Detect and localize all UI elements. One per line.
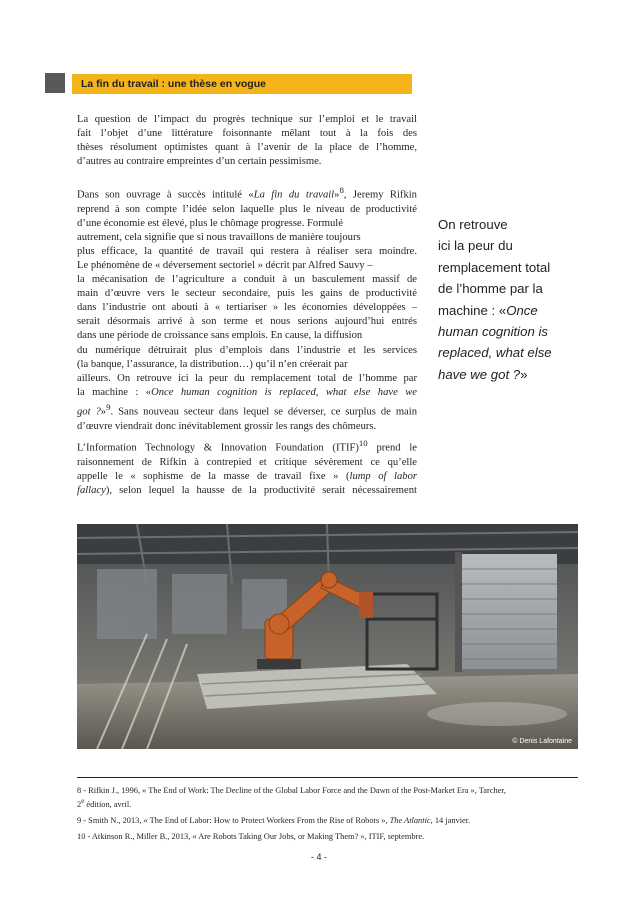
quote-line: replaced, what else [438, 345, 552, 361]
english-quote: Once human cognition is replaced, what else have we [151, 386, 417, 398]
footnote-9: 9 - Smith N., 2013, « The End of Labor: How to Protect Workers From the Rise of Robots », The Atlantic, 14 janvier. [77, 815, 471, 825]
quote-line: de l’homme par la [438, 281, 543, 297]
text-line: plus efficace, la quantité de travail qui restera à réaliser sera moindre. [77, 245, 417, 257]
text-line: raisonnement de Rifkin à contrepied et critique sévèrement ce qu’elle [77, 456, 417, 468]
footnote-ref: 8 [339, 185, 344, 195]
text-line: Le phénomène de « déversement sectoriel » décrit par Alfred Sauvy – [77, 260, 373, 271]
footnote-ref: 9 [106, 401, 111, 412]
text-line: got ?»$^9$. Sans nouveau secteur dans lequel se déverser, ce surplus de main [77, 401, 417, 418]
text-line: thèses résolument optimistes quant à l’avenir de la place de l’homme, [77, 142, 417, 154]
text-line: la mécanisation de l’agriculture a conduit à un basculement massif de [77, 274, 417, 286]
text-line: Dans son ouvrage à succès intitulé «La fin du travail»$^8$, Jeremy Rifkin [77, 185, 417, 201]
text-line: dans l’industrie ont abouti à « tertiariser » les économies développées – [77, 302, 417, 314]
quote-line: remplacement total [438, 259, 551, 275]
text-line: (la banque, l’assurance, la distribution…) qu’il n’en créerait par [77, 358, 348, 370]
text-line: d’œuvre viendrait donc inévitablement grossir les rangs des chômeurs. [77, 420, 377, 432]
text-line: d’autres au contraire empreintes d’un certain pessimisme. [77, 156, 322, 168]
quote-line: ici la peur du [438, 238, 513, 254]
quote-line: On retrouve [438, 217, 508, 232]
quote-line: have we got ?» [438, 366, 528, 382]
text-line: fait l’objet d’une littérature foisonnante mêlant tout à la fois des [77, 128, 417, 140]
text-line: ailleurs. On retrouve ici la peur du remplacement total de l’homme par [77, 372, 417, 384]
factory-robot-photo [77, 524, 578, 749]
text-line: dans une période de croissance sans emplois. En cause, la diffusion [77, 330, 363, 342]
text-line: du numérique détruirait plus d’emplois dans l’industrie et les services [77, 344, 417, 356]
paragraph-intro [77, 113, 417, 169]
footnote-8: 8 - Rifkin J., 1996, « The End of Work: The Decline of the Global Labor Force and the Dawn of the Post-Market Era », Tarcher, 2e édition, avril. [77, 786, 506, 809]
text-line: la machine : «Once human cognition is replaced, what else have we [77, 386, 417, 398]
page-number: - 4 - [310, 852, 327, 862]
book-title: La fin du travail [253, 189, 335, 201]
factory-illustration [77, 524, 578, 749]
paragraph-itif [77, 436, 417, 498]
footnote-ref: 10 [358, 438, 368, 448]
text-line: serait désormais arrivé à son terme et nous serions aujourd’hui entrés [77, 316, 417, 328]
footnote-rule [77, 777, 578, 778]
text-line: appelle le « sophisme de la masse de travail fixe » (lump of labor [77, 470, 417, 482]
paragraph-rifkin [77, 183, 417, 434]
section-marker [45, 73, 65, 93]
text-line: fallacy), selon lequel la hausse de la productivité serait nécessairement [77, 484, 417, 496]
section-title: La fin du travail : une thèse en vogue [72, 74, 412, 94]
text-line: La question de l’impact du progrès technique sur l’emploi et le travail [77, 114, 417, 125]
text-line: L’Information Technology & Innovation Foundation (ITIF)$^{10}$ prend le [77, 438, 417, 454]
text-line: d’une économie est élevé, plus le chômage progresse. Formulé [77, 217, 343, 229]
quote-line: machine : «Once [438, 302, 538, 318]
pull-quote [438, 214, 598, 385]
text-line: autrement, cela signifie que si nous travaillons de manière toujours [77, 231, 361, 243]
footnotes [77, 785, 578, 847]
text-line: main d’œuvre vers le secteur secondaire, puis les gains de productivité [77, 288, 417, 300]
quote-line: human cognition is [438, 324, 548, 340]
photo-credit: © Denis Lafontaine [512, 738, 572, 745]
footnote-10: 10 - Atkinson R., Miller B., 2013, « Are Robots Taking Our Jobs, or Making Them? », ITIF, septembre. [77, 831, 425, 841]
text-line: reprend à son compte l’idée selon laquelle plus le niveau de productivité [77, 203, 417, 215]
